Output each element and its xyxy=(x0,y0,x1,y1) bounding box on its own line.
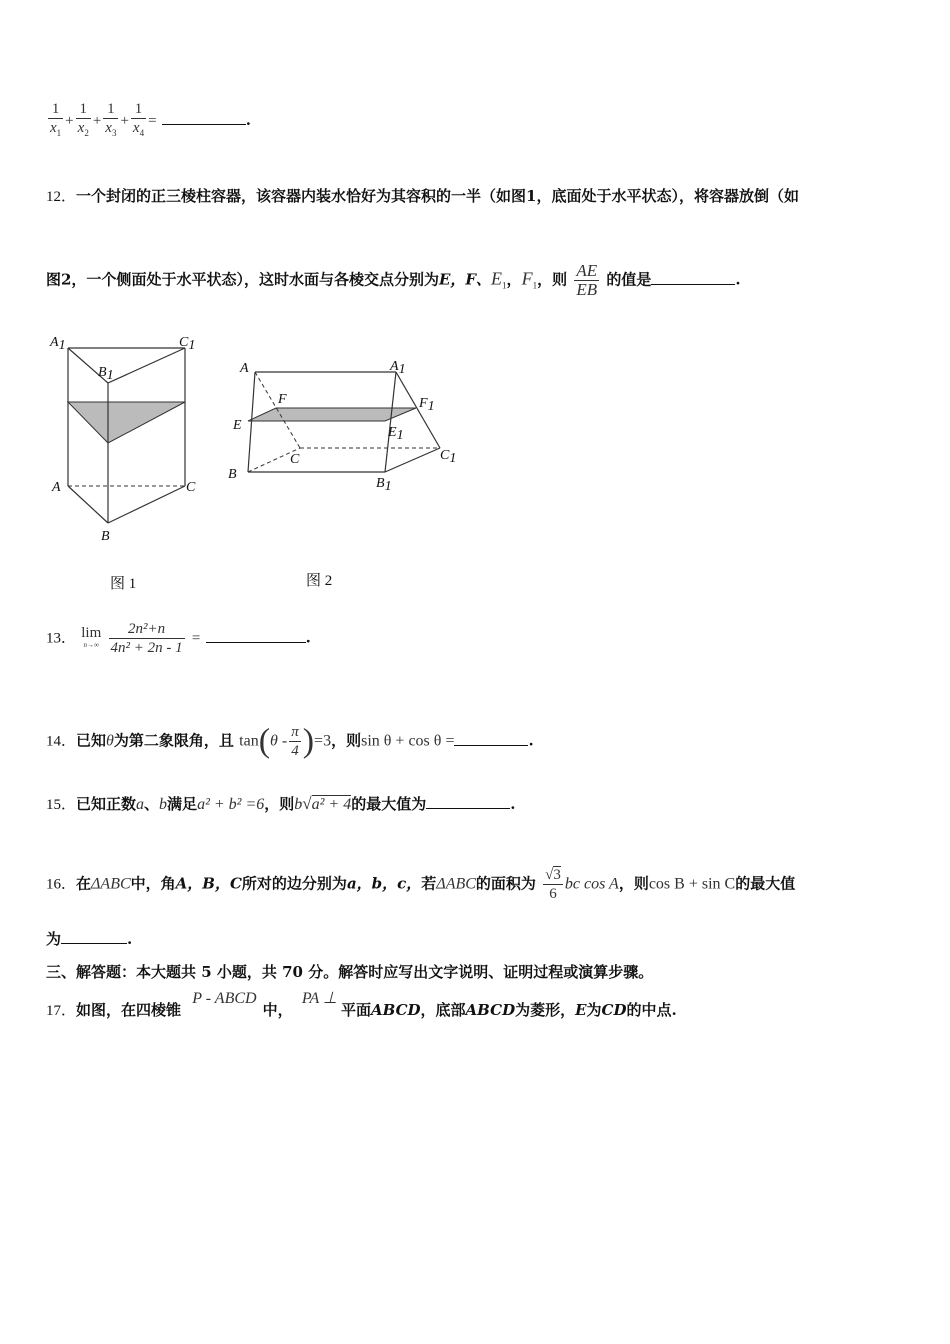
q16-text-3: 所对的边分别为 xyxy=(241,874,347,893)
q16-text-4: 若 xyxy=(421,874,437,893)
q17-pa-perp: PA ⊥ xyxy=(301,990,337,1007)
q17-text-5: 为菱形， xyxy=(515,1001,576,1019)
fig2-label-f: F xyxy=(278,392,287,407)
q14-expression: sin θ + cos θ = xyxy=(361,732,455,750)
q11-frac-1: $\frac{1}{x_1}$ xyxy=(50,101,62,138)
q17-line xyxy=(46,990,677,1021)
q15-condition: a² + b² =6 xyxy=(197,796,265,813)
q16-triangle-2: ΔABC xyxy=(436,875,476,893)
q15-var-a: a xyxy=(136,796,145,813)
q16-text-6: ，则 xyxy=(618,874,649,893)
q12-line-2: 图2，一个侧面处于水平状态），这时水面与各棱交点分别为E，F、$E_1$，$F_1$，则 $\frac{AE}{EB}$ 的值是 . xyxy=(46,261,741,299)
q17-text-7: 的中点. xyxy=(626,1001,677,1019)
q11-answer-blank[interactable] xyxy=(162,110,246,125)
q16-line-2 xyxy=(46,929,132,949)
q12-text-2: 图2，一个侧面处于水平状态），这时水面与各棱交点分别为 xyxy=(46,270,439,289)
q17-text-1: 如图，在四棱锥 xyxy=(76,1001,182,1019)
q11-frac-4: $\frac{1}{x_4}$ xyxy=(132,101,145,138)
q16-line-1 xyxy=(46,866,795,903)
fig1-water-surface xyxy=(68,402,185,443)
fig1-label-a: A xyxy=(52,480,61,495)
q13-limit: lim n→∞ xyxy=(81,624,102,649)
q17-abcd-2: ABCD xyxy=(465,1001,516,1019)
fig2-label-f1: F1 xyxy=(419,396,435,414)
fig1-label-b: B xyxy=(101,529,110,544)
q13-number: 13． xyxy=(46,630,77,647)
q14-end: . xyxy=(528,731,534,750)
q17-text-4: ，底部 xyxy=(420,1001,466,1019)
section-3-heading: 三、解答题：本大题共 5 小题，共 70 分。解答时应写出文字说明、证明过程或演算步骤。 xyxy=(46,963,654,981)
q12-number: 12． xyxy=(46,189,77,205)
q17-text-6: 为 xyxy=(586,1001,602,1019)
fig2-label-c: C xyxy=(290,452,300,467)
q16-text-2: 中，角 xyxy=(130,874,176,893)
q16-end: . xyxy=(127,930,133,948)
fig2-label-a: A xyxy=(240,361,249,376)
q13-answer-blank[interactable] xyxy=(206,628,306,643)
q11-frac-3: $\frac{1}{x_3}$ xyxy=(105,101,117,138)
q13-fraction: $\frac{\text{2n²+n}}{\text{4n² + 2n - 1}}$ xyxy=(110,621,183,656)
q12-points: E，F、 xyxy=(438,270,492,289)
q15-expr-b: b xyxy=(294,796,303,813)
q16-sides: a，b，c， xyxy=(346,874,422,893)
fig2-label-c1: C1 xyxy=(440,448,457,466)
q14-line: 14．已知θ为第二象限角，且 tan(θ - $\frac{\pi}{4}$ )=3，则sin θ + cos θ = . xyxy=(46,722,534,760)
q14-eq3: =3 xyxy=(314,732,332,750)
q16-text-8: 为 xyxy=(46,930,62,948)
q17-number: 17． xyxy=(46,1003,77,1019)
q14-inner: θ - xyxy=(270,732,288,750)
fig1-label-b1: B1 xyxy=(98,365,114,383)
q14-text-3: ，则 xyxy=(331,731,362,750)
q14-text-1: 已知 xyxy=(76,731,107,750)
q16-text-7: 的最大值 xyxy=(735,874,796,893)
q15-text-4: 的最大值为 xyxy=(351,795,427,813)
figure-2-prism xyxy=(228,352,468,502)
q16-number: 16． xyxy=(46,876,77,893)
q14-tan: tan xyxy=(239,732,259,750)
q15-var-b: b xyxy=(159,796,168,813)
fig2-label-a1: A1 xyxy=(390,359,406,377)
q16-area-expr: bc cos A xyxy=(564,875,619,893)
q17-e: E xyxy=(575,1001,587,1019)
fig1-label-c1: C1 xyxy=(179,335,196,353)
q16-area-fraction: $\frac{√3}{6}$ xyxy=(545,867,561,902)
q13-eq: = xyxy=(191,630,201,647)
q15-text-1: 已知正数 xyxy=(76,795,137,813)
q14-number: 14． xyxy=(46,733,77,750)
q12-end: . xyxy=(735,270,741,289)
q14-theta: θ xyxy=(106,732,114,750)
figure-2-caption: 图 2 xyxy=(306,573,333,589)
q13-line xyxy=(46,620,311,657)
q16-text-5: 的面积为 xyxy=(475,874,536,893)
q17-text-3: 平面 xyxy=(340,1001,371,1019)
figure-1-caption: 图 1 xyxy=(110,576,137,592)
q12-line-1 xyxy=(46,186,799,207)
q14-answer-blank[interactable] xyxy=(454,731,528,746)
fig2-label-e1: E1 xyxy=(388,425,404,443)
q15-expr-sqrt: a² + 4 xyxy=(311,796,352,813)
q11-line: $\frac{1}{x_1}$ + $\frac{1}{x_2}$ + $\frac{1}{x_3}$ + $\frac{1}{x_4}$ = . xyxy=(46,100,251,142)
q16-answer-blank[interactable] xyxy=(61,929,127,944)
q16-text-1: 在 xyxy=(76,874,92,893)
q12-answer-blank[interactable] xyxy=(651,270,735,285)
q12-comma-2: ，则 xyxy=(537,270,568,289)
q15-number: 15． xyxy=(46,797,77,813)
q15-text-3: ，则 xyxy=(264,795,295,813)
fig1-label-c: C xyxy=(186,480,196,495)
q14-pi-fraction: $\frac{\pi}{4}$ xyxy=(291,724,299,759)
fig2-label-b: B xyxy=(228,467,237,482)
q15-end: . xyxy=(510,795,516,813)
q15-line: 15．已知正数a、b满足a² + b² =6，则b√a² + 4的最大值为 . xyxy=(46,794,516,813)
q13-end: . xyxy=(305,628,311,647)
q12-text-1: 一个封闭的正三棱柱容器，该容器内装水恰好为其容积的一半（如图1，底面处于水平状态），将容器放倒（如 xyxy=(76,187,799,205)
fig2-label-b1: B1 xyxy=(376,476,392,494)
q11-frac-2: $\frac{1}{x_2}$ xyxy=(77,101,89,138)
q16-expression: cos B + sin C xyxy=(648,875,736,893)
q16-triangle: ΔABC xyxy=(91,875,131,893)
q11-eq: = xyxy=(148,113,157,129)
q12-tail: 的值是 xyxy=(606,270,652,289)
q15-sep: 、 xyxy=(144,795,160,813)
fig1-label-a1: A1 xyxy=(50,335,66,353)
q17-text-2: 中， xyxy=(262,1001,293,1019)
q17-cd: CD xyxy=(601,1001,627,1019)
fig2-label-e: E xyxy=(233,418,242,433)
q12-comma-1: ， xyxy=(506,270,522,289)
q17-pyramid: P - ABCD xyxy=(192,990,257,1007)
q17-abcd-1: ABCD xyxy=(370,1001,421,1019)
q16-angles: A，B，C xyxy=(175,874,242,893)
q15-text-2: 满足 xyxy=(167,795,198,813)
q15-answer-blank[interactable] xyxy=(426,794,510,809)
q11-end: . xyxy=(245,111,252,129)
q14-text-2: 为第二象限角，且 xyxy=(113,731,234,750)
figure-1-prism xyxy=(46,328,216,550)
q12-ratio-fraction: $\frac{AE}{EB}$ xyxy=(576,261,598,299)
